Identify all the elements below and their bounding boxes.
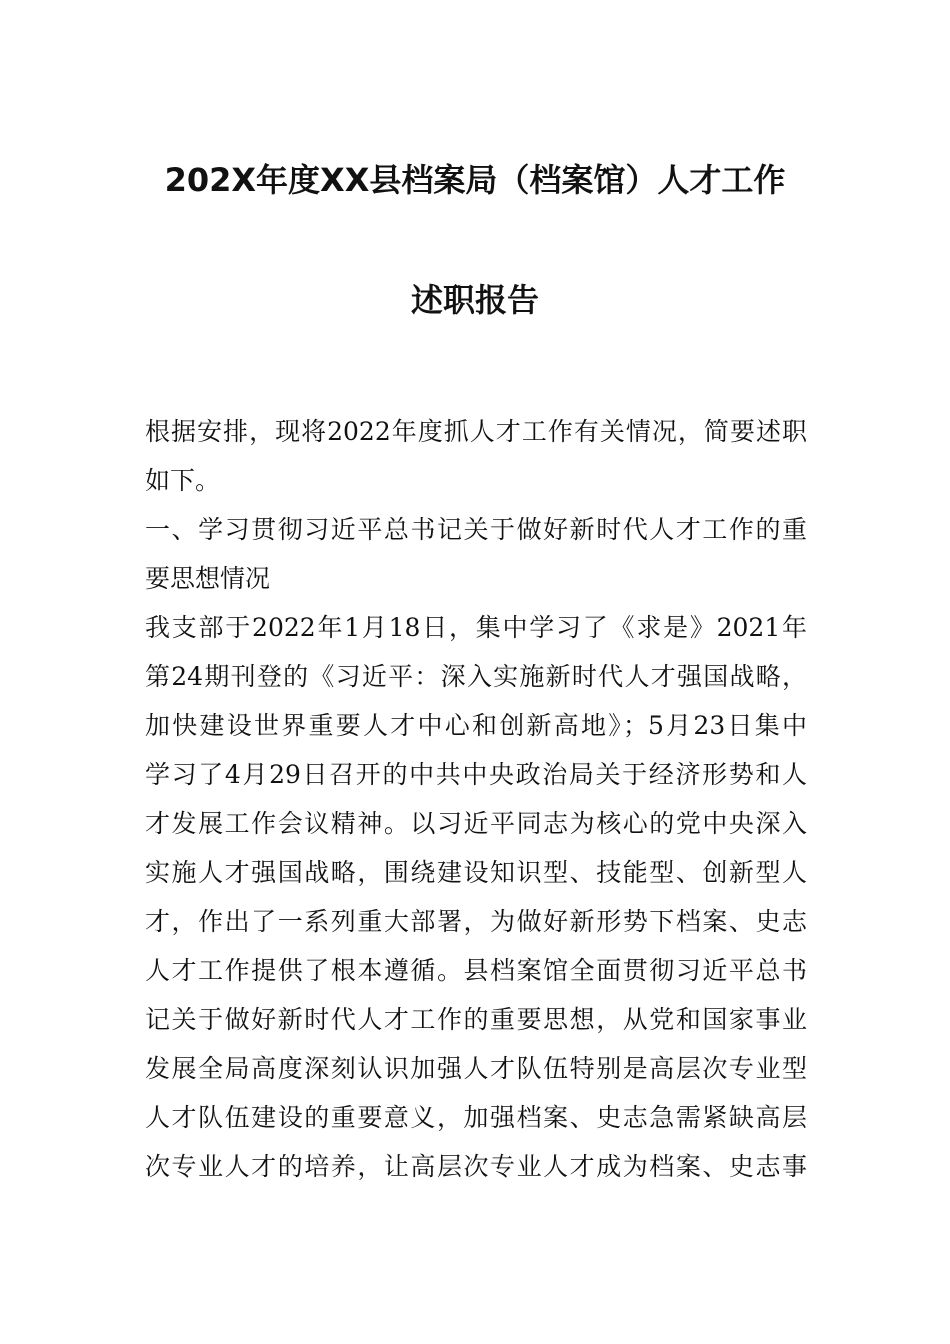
body-line: 人才队伍建设的重要意义，加强档案、史志急需紧缺高层	[145, 1103, 807, 1132]
body-line: 才，作出了一系列重大部署，为做好新形势下档案、史志	[145, 907, 807, 936]
document-title-line-2: 述职报告	[410, 281, 539, 319]
body-line: 第24期刊登的《习近平：深入实施新时代人才强国战略，	[145, 662, 807, 691]
body-line: 记关于做好新时代人才工作的重要思想，从党和国家事业	[145, 1005, 807, 1034]
body-line: 发展全局高度深刻认识加强人才队伍特别是高层次专业型	[145, 1054, 807, 1083]
body-line: 我支部于2022年1月18日，集中学习了《求是》2021年	[145, 613, 807, 642]
document-title-line-1: 202X年度XX县档案局（档案馆）人才工作	[164, 161, 786, 199]
body-line: 人才工作提供了根本遵循。县档案馆全面贯彻习近平总书	[145, 956, 807, 985]
body-line: 实施人才强国战略，围绕建设知识型、技能型、创新型人	[145, 858, 807, 887]
body-line: 学习了4月29日召开的中共中央政治局关于经济形势和人	[145, 760, 807, 789]
body-line: 才发展工作会议精神。以习近平同志为核心的党中央深入	[145, 809, 807, 838]
body-line: 如下。	[145, 466, 221, 495]
body-line: 次专业人才的培养，让高层次专业人才成为档案、史志事	[145, 1152, 807, 1181]
section-heading-line: 要思想情况	[145, 564, 271, 593]
body-line: 根据安排，现将2022年度抓人才工作有关情况，简要述职	[145, 417, 807, 446]
document-body	[145, 407, 807, 1191]
section-heading-line: 一、学习贯彻习近平总书记关于做好新时代人才工作的重	[145, 515, 807, 544]
body-line: 加快建设世界重要人才中心和创新高地》；5月23日集中	[145, 711, 807, 740]
